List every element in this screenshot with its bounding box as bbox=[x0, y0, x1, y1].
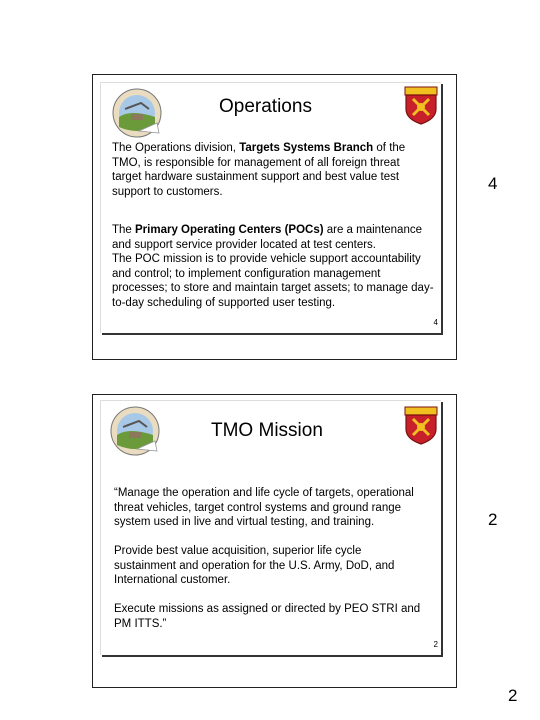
slide-paragraph bbox=[114, 602, 439, 631]
slide-title: TMO Mission bbox=[211, 420, 323, 441]
text-run: “Manage the operation and life cycle of targets, operational threat vehicles, target control systems and ground range system used in live and virtual testing, and training. bbox=[114, 487, 414, 528]
slide-1 bbox=[100, 82, 441, 333]
text-run: are a maintenance and support service provider located at test centers. bbox=[112, 224, 422, 251]
slide-2 bbox=[100, 400, 441, 655]
slide-paragraph bbox=[114, 486, 434, 530]
slide-title: Operations bbox=[219, 96, 312, 117]
page-number: 2 bbox=[508, 686, 518, 705]
text-run: The bbox=[112, 224, 136, 236]
text-run: of the TMO, is responsible for management of all foreign threat target hardware sustainment support and best value test support to customers. bbox=[112, 142, 406, 198]
seal-logo-icon bbox=[109, 405, 161, 457]
slide-number: 2 bbox=[433, 640, 438, 649]
slide-paragraph bbox=[114, 544, 424, 588]
paragraph-block bbox=[112, 223, 439, 252]
text-run-bold: Primary Operating Centers (POCs) bbox=[135, 224, 324, 236]
seal-logo-icon bbox=[111, 87, 163, 139]
side-number: 2 bbox=[488, 510, 498, 529]
slide-paragraph bbox=[112, 223, 439, 310]
shield-logo-icon bbox=[403, 405, 439, 445]
text-run: Provide best value acquisition, superior life cycle sustainment and operation for the U.S. Army, DoD, and International customer. bbox=[114, 545, 395, 586]
text-run-bold: Targets Systems Branch bbox=[239, 142, 374, 154]
paragraph-block bbox=[112, 252, 439, 310]
text-run: The Operations division, bbox=[112, 142, 240, 154]
slide-number: 4 bbox=[433, 318, 438, 327]
text-run: Execute missions as assigned or directed by PEO STRI and PM ITTS.” bbox=[114, 603, 421, 630]
text-run: The POC mission is to provide vehicle support accountability and control; to implement configuration management processes; to store and maintain target assets; to manage day-to-day scheduling of supported user testing. bbox=[112, 253, 434, 309]
slide-paragraph bbox=[112, 141, 432, 199]
side-number: 4 bbox=[488, 174, 498, 193]
shield-logo-icon bbox=[403, 85, 439, 125]
